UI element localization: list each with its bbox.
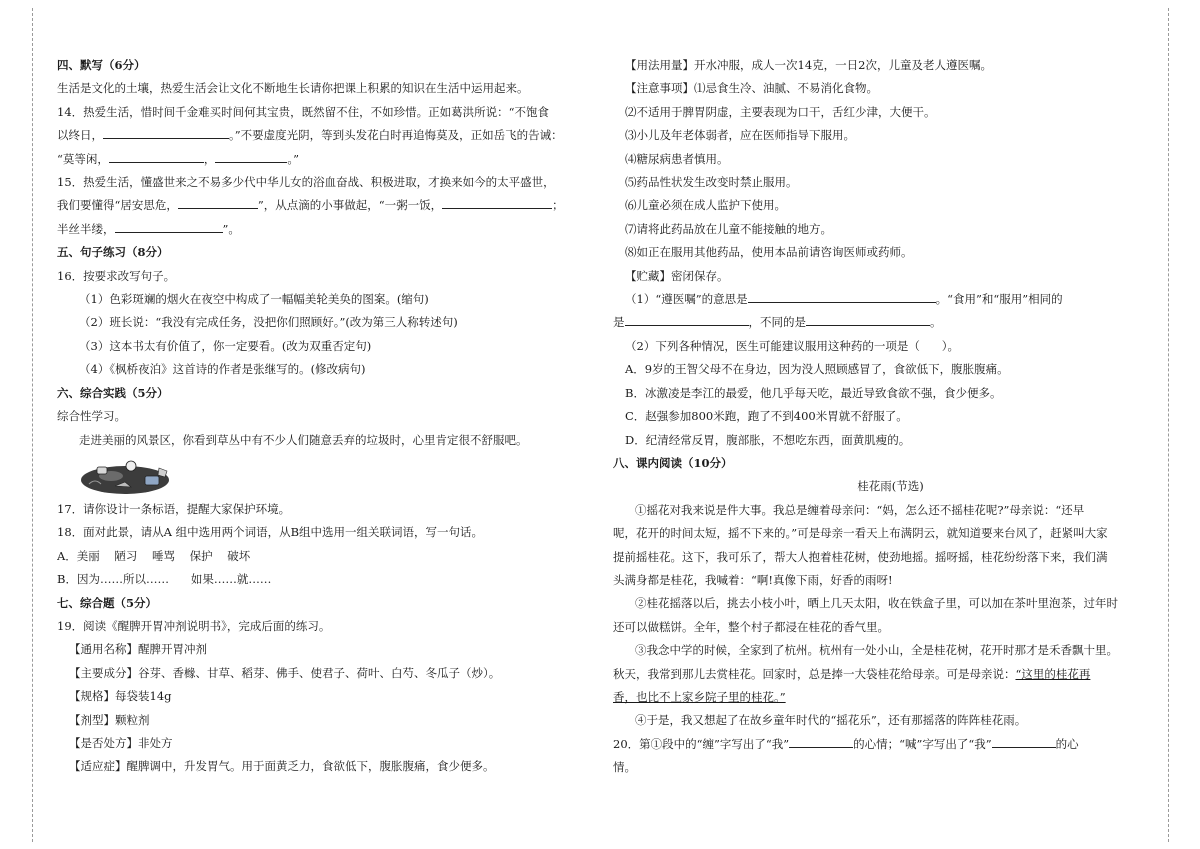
question-19-1-line-2: 是 ，不同的是 。 (613, 315, 942, 330)
answer-blank[interactable] (992, 735, 1056, 748)
passage-p3-line-3 (613, 686, 1168, 709)
answer-blank[interactable] (806, 313, 930, 326)
section-5-title: 五、句子练习（8分） (57, 245, 169, 260)
passage-p3-line-2: 秋天，我常到那儿去赏桂花。回家时，总是捧一大袋桂花给母亲。可是母亲说：“这里的桂花再 (613, 666, 1091, 681)
answer-blank[interactable] (789, 735, 853, 748)
passage-p2-line-2: 还可以做糕饼。全年，整个村子都浸在桂花的香气里。 (613, 619, 889, 634)
question-14-line-2: 以终日， 。”不要虚度光阴，等到头发花白时再追悔莫及，正如岳飞的告诫： (57, 128, 563, 143)
answer-blank[interactable] (625, 313, 749, 326)
question-16-3: （3）这本书太有价值了，你一定要看。(改为双重否定句) (79, 338, 372, 353)
underlined-quote: “这里的桂花再 (1015, 666, 1091, 681)
question-19-2: （2）下列各种情况，医生可能建议服用这种药的一项是（ ）。 (625, 338, 959, 353)
passage-p1-line-3: 提前摇桂花。这下，我可乐了，帮大人抱着桂花树，使劲地摇。摇呀摇，桂花纷纷落下来，我们满 (613, 549, 1108, 564)
answer-blank[interactable] (748, 290, 936, 303)
question-19-1-line-1: （1）“遵医嘱”的意思是 。“食用”和“服用”相同的 (625, 292, 1063, 307)
section-6-title: 六、综合实践（5分） (57, 385, 169, 400)
answer-blank[interactable] (109, 150, 204, 163)
question-18: 18．面对此景，请从A 组中选用两个词语，从B组中选用一组关联词语，写一句话。 (57, 525, 484, 540)
binding-line-right (1168, 8, 1171, 842)
passage-p2-line-1: ②桂花摇落以后，挑去小枝小叶，晒上几天太阳，收在铁盒子里，可以加在茶叶里泡茶，过年时 (635, 596, 1118, 611)
passage-p4: ④于是，我又想起了在故乡童年时代的“摇花乐”，还有那摇落的阵阵桂花雨。 (635, 713, 1027, 728)
passage-p1-line-2: 呢，花开的时间太短，摇不下来的。”可是母亲一看天上布满阴云，就知道要来台风了，赶紧叫大家 (613, 526, 1108, 541)
option-c: C．赵强参加800米跑，跑了不到400米胃就不舒服了。 (625, 409, 908, 424)
leaflet-precaution-8: ⑻如正在服用其他药品，使用本品前请咨询医师或药师。 (625, 245, 913, 260)
question-18-group-a: A．美丽 陋习 唾骂 保护 破坏 (57, 548, 251, 563)
answer-blank[interactable] (442, 196, 552, 209)
question-15-line-2: 我们要懂得“居安思危， ”，从点滴的小事做起，“一粥一饭， ； (57, 198, 564, 213)
answer-blank[interactable] (178, 196, 258, 209)
question-14-line-1: 14．热爱生活，惜时间千金难买时间何其宝贵，既然留不住，不如珍惜。正如葛洪所说：“不饱食 (57, 104, 550, 119)
question-20-line-2: 情。 (613, 760, 636, 775)
leaflet-indications: 【适应症】醒脾调中，升发胃气。用于面黄乏力，食欲低下，腹胀腹痛，食少便多。 (69, 759, 495, 774)
leaflet-usage: 【用法用量】开水冲服，成人一次14克，一日2次，儿童及老人遵医嘱。 (625, 58, 992, 72)
question-20-line-1: 20．第①段中的“缠”字写出了“我” 的心情；“喊”字写出了“我” 的心 (613, 736, 1079, 751)
leaflet-precaution-4: ⑷糖尿病患者慎用。 (625, 151, 729, 166)
binding-line-left (32, 8, 35, 842)
leaflet-storage: 【贮藏】密闭保存。 (625, 268, 729, 283)
question-15-line-1: 15．热爱生活，懂盛世来之不易多少代中华儿女的浴血奋战、积极进取，才换来如今的太平盛世， (57, 175, 555, 190)
underlined-quote: 香，也比不上家乡院子里的桂花。” (613, 689, 786, 704)
option-d: D．纪清经常反胃，腹部胀，不想吃东西，面黄肌瘦的。 (625, 432, 911, 447)
option-b: B．冰激凌是李江的最爱，他几乎每天吃，最近导致食欲不强，食少便多。 (625, 385, 1002, 400)
section-4-intro: 生活是文化的土壤，热爱生活会让文化不断地生长请你把课上积累的知识在生活中运用起来。 (57, 81, 529, 96)
section-6-intro: 综合性学习。 (57, 409, 126, 424)
passage-p1-line-1: ①摇花对我来说是件大事。我总是缠着母亲问：“妈，怎么还不摇桂花呢?”母亲说：“还早 (635, 502, 1085, 517)
question-19: 19．阅读《醒脾开胃冲剂说明书》，完成后面的练习。 (57, 618, 331, 633)
leaflet-precaution-7: ⑺请将此药品放在儿童不能接触的地方。 (625, 221, 832, 236)
passage-p1-line-4: 头满身都是桂花，我喊着：“啊!真像下雨，好香的雨呀! (613, 572, 893, 587)
answer-blank[interactable] (103, 126, 229, 139)
litter-illustration (57, 452, 587, 498)
litter-image (75, 452, 185, 498)
answer-blank[interactable] (215, 150, 287, 163)
leaflet-generic-name: 【通用名称】醒脾开胃冲剂 (69, 642, 207, 657)
left-column (57, 54, 587, 779)
leaflet-precaution-5: ⑸药品性状发生改变时禁止服用。 (625, 175, 798, 190)
leaflet-precaution-1: 【注意事项】⑴忌食生冷、油腻、不易消化食物。 (625, 81, 878, 96)
question-16: 16．按要求改写句子。 (57, 268, 176, 283)
leaflet-prescription: 【是否处方】非处方 (69, 735, 173, 750)
question-18-group-b: B．因为……所以…… 如果……就…… (57, 572, 272, 587)
leaflet-precaution-6: ⑹儿童必须在成人监护下使用。 (625, 198, 786, 213)
leaflet-dosage-form: 【剂型】颗粒剂 (69, 712, 150, 727)
answer-blank[interactable] (115, 220, 223, 233)
leaflet-ingredients: 【主要成分】谷芽、香橼、甘草、稻芽、佛手、使君子、荷叶、白芍、冬瓜子（炒）。 (69, 665, 501, 680)
right-column (613, 54, 1168, 780)
section-7-title: 七、综合题（5分） (57, 595, 158, 610)
passage-title: 桂花雨(节选) (857, 479, 924, 494)
question-16-4: （4）《枫桥夜泊》这首诗的作者是张继写的。(修改病句) (79, 362, 366, 377)
question-17: 17．请你设计一条标语，提醒大家保护环境。 (57, 501, 291, 516)
leaflet-specification: 【规格】每袋装14g (69, 689, 172, 704)
question-14-line-3: “莫等闲， ， 。” (57, 151, 300, 166)
section-6-text: 走进美丽的风景区，你看到草丛中有不少人们随意丢弃的垃圾时，心里肯定很不舒服吧。 (79, 432, 528, 447)
passage-p3-line-1: ③我念中学的时候，全家到了杭州。杭州有一处小山，全是桂花树，花开时那才是禾香飘十里。 (635, 643, 1118, 658)
section-8-title: 八、课内阅读（10分） (613, 455, 733, 470)
option-a: A．9岁的王智父母不在身边，因为没人照顾感冒了，食欲低下，腹胀腹痛。 (625, 362, 1009, 377)
question-16-1: （1）色彩斑斓的烟火在夜空中构成了一幅幅美轮美奂的图案。(缩句) (79, 292, 429, 307)
section-4-title: 四、默写（6分） (57, 58, 146, 72)
question-15-line-3: 半丝半缕， ”。 (57, 221, 240, 236)
question-16-2: （2）班长说：“我没有完成任务，没把你们照顾好。”(改为第三人称转述句) (79, 315, 458, 330)
leaflet-precaution-2: ⑵不适用于脾胃阴虚，主要表现为口干，舌红少津，大便干。 (625, 104, 936, 119)
leaflet-precaution-3: ⑶小儿及年老体弱者，应在医师指导下服用。 (625, 128, 855, 143)
